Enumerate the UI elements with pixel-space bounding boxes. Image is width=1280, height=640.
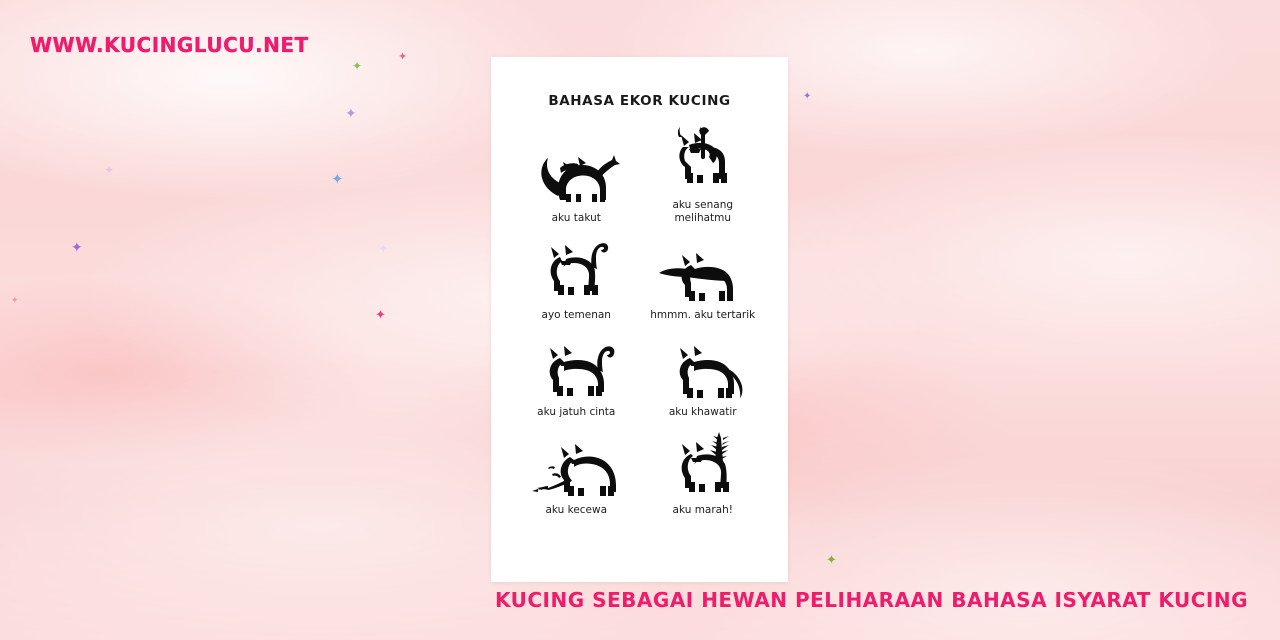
cat-signal-item [513,430,640,517]
cat-arched-back-bristled-tail-icon [530,138,622,206]
cat-tail-low-icon [660,332,746,400]
poster-title: BAHASA EKOR KUCING [548,93,731,109]
cat-signal-item [640,235,767,322]
cat-signal-item [640,430,767,517]
sparkle-icon: ✦ [352,59,363,73]
sparkle-icon: ✦ [11,295,19,305]
cat-signal-item [640,125,767,225]
cat-signal-caption: ayo temenan [541,309,611,322]
sparkle-icon: ✦ [378,241,389,256]
cat-signal-caption: aku kecewa [545,503,608,516]
cat-signal-item [513,125,640,225]
sparkle-icon: ✦ [104,163,115,177]
watermark-bottom-right: KUCING SEBAGAI HEWAN PELIHARAAN BAHASA ISYARAT KUCING [494,588,1248,612]
cat-signal-item [513,235,640,322]
sparkle-icon: ✦ [345,105,357,121]
sparkle-icon: ✦ [331,171,344,188]
cat-signal-caption: aku marah! [672,503,733,516]
sparkle-icon: ✦ [71,239,83,255]
cat-tail-straight-up-icon [665,125,741,193]
cat-signal-caption: aku khawatir [668,406,737,419]
cat-signal-caption: hmmm. aku tertarik [650,309,756,322]
cat-tail-up-curved-tip-icon [538,235,614,303]
cat-signal-grid [513,125,766,517]
cat-tail-tucked-icon [526,430,626,498]
cat-signal-item [513,332,640,419]
sparkle-icon: ✦ [826,552,837,567]
sparkle-icon: ✦ [398,51,408,63]
cat-signal-caption: aku jatuh cinta [537,406,616,419]
sparkle-icon: ✦ [375,307,386,322]
sparkle-icon: ✦ [803,91,812,102]
cat-signal-caption: aku senang melihatmu [672,199,734,225]
cat-tail-question-mark-icon [534,332,618,400]
cat-signal-item [640,332,767,419]
cat-signal-caption: aku takut [551,212,601,225]
watermark-top-left: WWW.KUCINGLUCU.NET [30,33,309,57]
cat-tail-bristled-straight-icon [665,430,741,498]
cat-tail-horizontal-icon [657,235,749,303]
cat-tail-language-poster [491,57,788,582]
